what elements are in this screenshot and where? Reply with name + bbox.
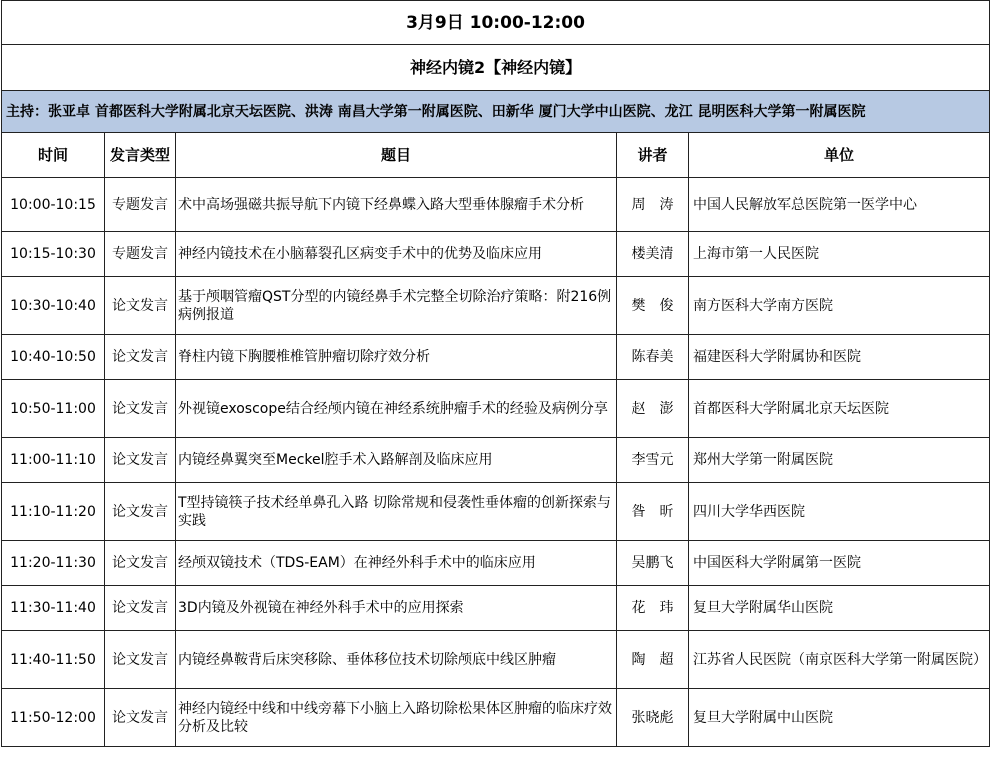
header-topic: 题目 [176, 133, 617, 178]
topic-cell: 基于颅咽管瘤QST分型的内镜经鼻手术完整全切除治疗策略：附216例病例报道 [176, 277, 617, 335]
unit-cell: 中国人民解放军总医院第一医学中心 [689, 178, 990, 232]
time-cell: 11:50-12:00 [2, 689, 105, 747]
date-row [2, 1, 990, 45]
time-cell: 10:40-10:50 [2, 335, 105, 380]
type-cell: 论文发言 [105, 483, 176, 541]
type-cell: 论文发言 [105, 335, 176, 380]
unit-cell: 南方医科大学南方医院 [689, 277, 990, 335]
time-cell: 10:15-10:30 [2, 232, 105, 277]
type-cell: 论文发言 [105, 541, 176, 586]
type-cell: 论文发言 [105, 631, 176, 689]
time-cell: 11:40-11:50 [2, 631, 105, 689]
speaker-cell: 周 涛 [617, 178, 689, 232]
table-row [2, 541, 990, 586]
unit-cell: 复旦大学附属中山医院 [689, 689, 990, 747]
header-speaker: 讲者 [617, 133, 689, 178]
topic-cell: 神经内镜经中线和中线旁幕下小脑上入路切除松果体区肿瘤的临床疗效分析及比较 [176, 689, 617, 747]
unit-cell: 江苏省人民医院（南京医科大学第一附属医院） [689, 631, 990, 689]
topic-cell: 内镜经鼻鞍背后床突移除、垂体移位技术切除颅底中线区肿瘤 [176, 631, 617, 689]
speaker-cell: 樊 俊 [617, 277, 689, 335]
speaker-cell: 楼美清 [617, 232, 689, 277]
speaker-cell: 花 玮 [617, 586, 689, 631]
topic-cell: 脊柱内镜下胸腰椎椎管肿瘤切除疗效分析 [176, 335, 617, 380]
time-cell: 10:50-11:00 [2, 380, 105, 438]
time-cell: 10:30-10:40 [2, 277, 105, 335]
time-cell: 10:00-10:15 [2, 178, 105, 232]
host-row [2, 91, 990, 133]
topic-cell: 3D内镜及外视镜在神经外科手术中的应用探索 [176, 586, 617, 631]
session-title: 神经内镜2【神经内镜】 [2, 45, 990, 91]
table-row [2, 178, 990, 232]
unit-cell: 复旦大学附属华山医院 [689, 586, 990, 631]
topic-cell: 外视镜exoscope结合经颅内镜在神经系统肿瘤手术的经验及病例分享 [176, 380, 617, 438]
speaker-cell: 昝 昕 [617, 483, 689, 541]
unit-cell: 上海市第一人民医院 [689, 232, 990, 277]
speaker-cell: 吴鹏飞 [617, 541, 689, 586]
type-cell: 论文发言 [105, 380, 176, 438]
speaker-cell: 李雪元 [617, 438, 689, 483]
header-type: 发言类型 [105, 133, 176, 178]
speaker-cell: 张晓彪 [617, 689, 689, 747]
time-cell: 11:00-11:10 [2, 438, 105, 483]
table-row [2, 689, 990, 747]
topic-cell: 术中高场强磁共振导航下内镜下经鼻蝶入路大型垂体腺瘤手术分析 [176, 178, 617, 232]
topic-cell: T型持镜筷子技术经单鼻孔入路 切除常规和侵袭性垂体瘤的创新探索与实践 [176, 483, 617, 541]
type-cell: 论文发言 [105, 277, 176, 335]
type-cell: 专题发言 [105, 178, 176, 232]
type-cell: 论文发言 [105, 438, 176, 483]
schedule-table [1, 0, 990, 747]
speaker-cell: 赵 澎 [617, 380, 689, 438]
unit-cell: 四川大学华西医院 [689, 483, 990, 541]
table-row [2, 438, 990, 483]
table-row [2, 483, 990, 541]
type-cell: 专题发言 [105, 232, 176, 277]
header-unit: 单位 [689, 133, 990, 178]
time-cell: 11:10-11:20 [2, 483, 105, 541]
table-row [2, 631, 990, 689]
header-time: 时间 [2, 133, 105, 178]
type-cell: 论文发言 [105, 689, 176, 747]
time-cell: 11:20-11:30 [2, 541, 105, 586]
topic-cell: 内镜经鼻翼突至Meckel腔手术入路解剖及临床应用 [176, 438, 617, 483]
table-row [2, 232, 990, 277]
topic-cell: 神经内镜技术在小脑幕裂孔区病变手术中的优势及临床应用 [176, 232, 617, 277]
unit-cell: 中国医科大学附属第一医院 [689, 541, 990, 586]
table-row [2, 277, 990, 335]
table-row [2, 586, 990, 631]
column-header-row [2, 133, 990, 178]
unit-cell: 郑州大学第一附属医院 [689, 438, 990, 483]
unit-cell: 福建医科大学附属协和医院 [689, 335, 990, 380]
type-cell: 论文发言 [105, 586, 176, 631]
host-line: 主持：张亚卓 首都医科大学附属北京天坛医院、洪涛 南昌大学第一附属医院、田新华 厦门大学中山医院、龙江 昆明医科大学第一附属医院 [2, 91, 990, 133]
session-row [2, 45, 990, 91]
table-row [2, 380, 990, 438]
topic-cell: 经颅双镜技术（TDS-EAM）在神经外科手术中的临床应用 [176, 541, 617, 586]
time-cell: 11:30-11:40 [2, 586, 105, 631]
speaker-cell: 陶 超 [617, 631, 689, 689]
speaker-cell: 陈春美 [617, 335, 689, 380]
date-time-header: 3月9日 10:00-12:00 [2, 1, 990, 45]
unit-cell: 首都医科大学附属北京天坛医院 [689, 380, 990, 438]
table-row [2, 335, 990, 380]
